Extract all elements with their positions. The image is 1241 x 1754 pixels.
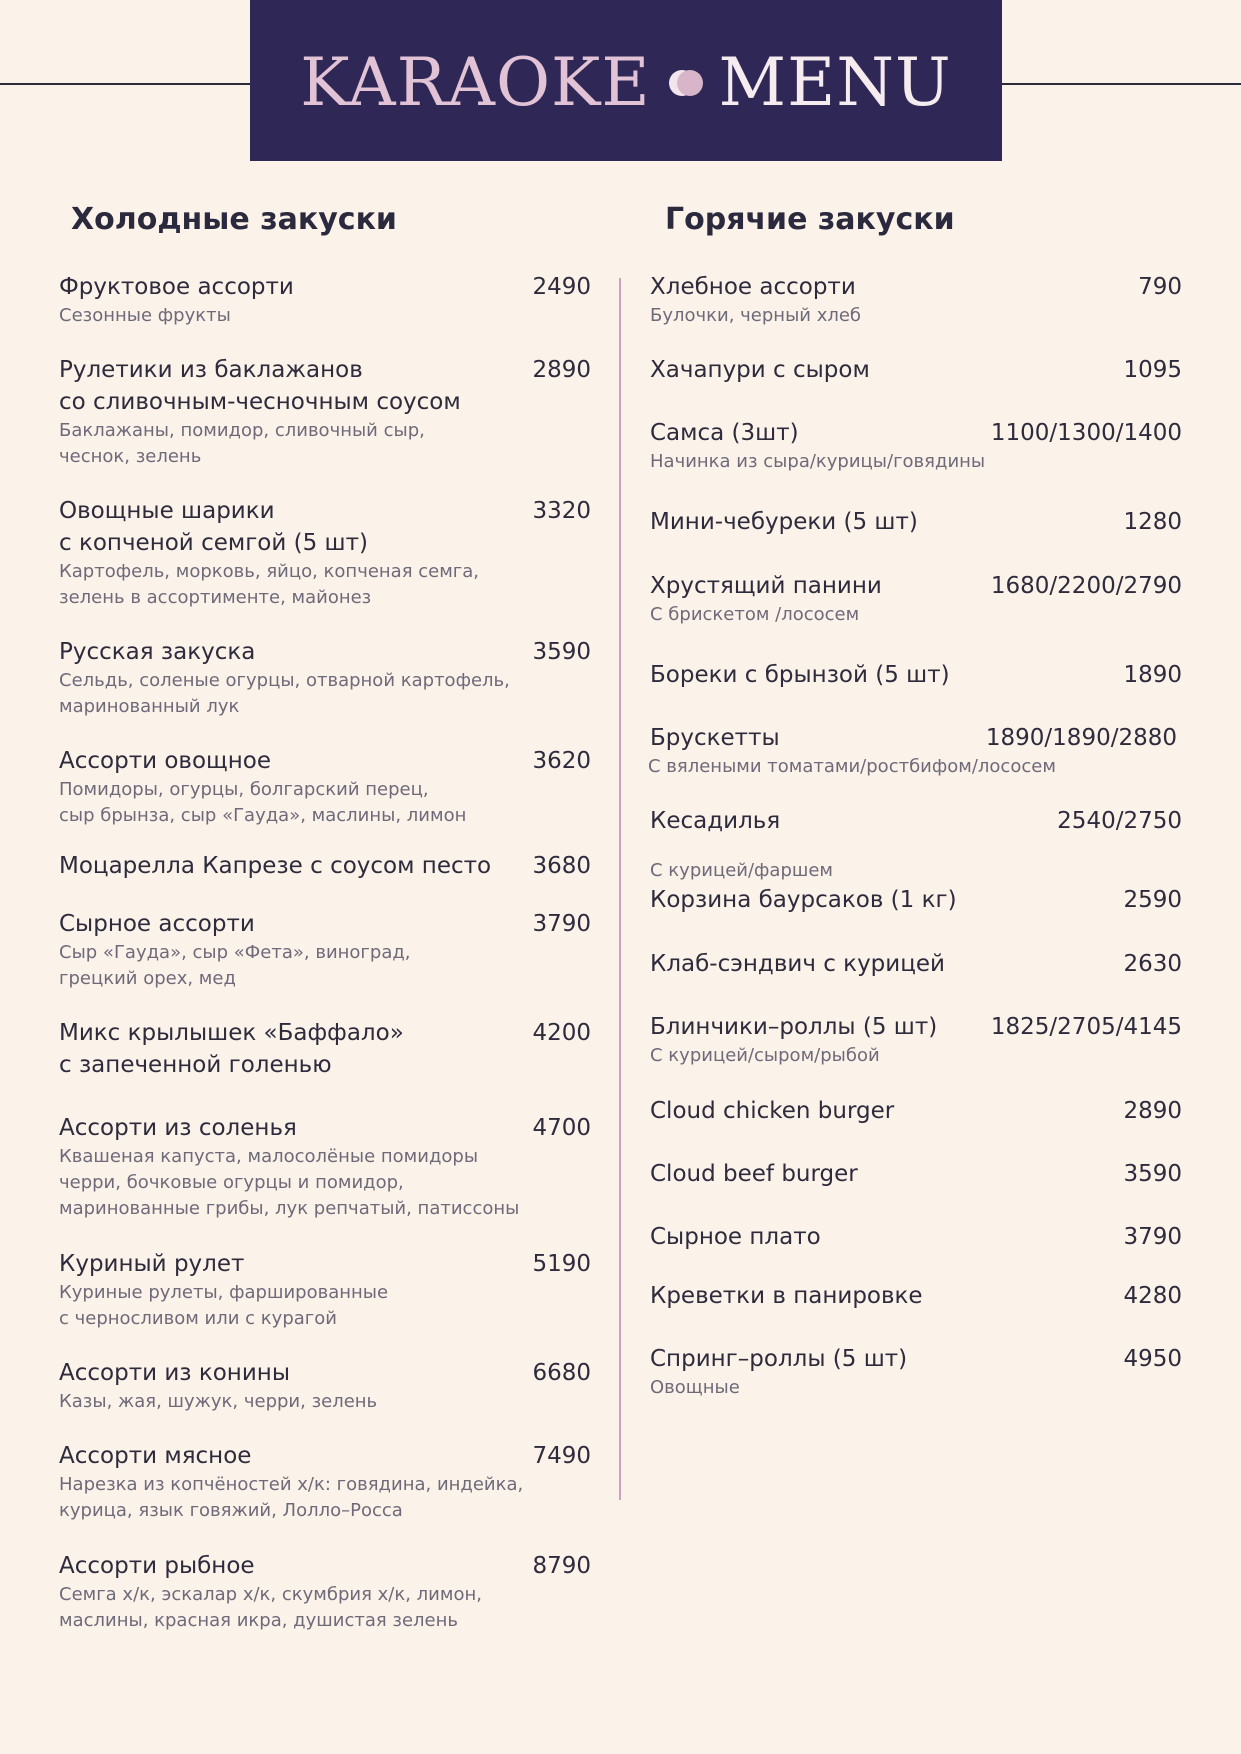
- item-price: 2540/2750: [1057, 808, 1182, 834]
- item-name: Ассорти мясное: [59, 1443, 252, 1469]
- item-description: Сезонные фрукты: [59, 305, 231, 326]
- menu-item: [650, 1343, 1182, 1401]
- item-description: Сельдь, соленые огурцы, отварной картофель,: [59, 670, 510, 691]
- item-description: Куриные рулеты, фаршированные: [59, 1282, 389, 1303]
- item-name-line2: с копченой семгой (5 шт): [59, 530, 368, 556]
- item-name: Брускетты: [650, 725, 780, 751]
- menu-item: [650, 506, 1182, 538]
- item-price: 790: [1138, 274, 1182, 300]
- section-heading: Горячие закуски: [665, 202, 955, 237]
- item-description: Помидоры, огурцы, болгарский перец,: [59, 779, 429, 800]
- menu-item: [650, 271, 1182, 329]
- item-description: Казы, жая, шужук, черри, зелень: [59, 1391, 378, 1412]
- item-price: 3590: [1123, 1161, 1182, 1187]
- item-name: Хлебное ассорти: [650, 274, 856, 300]
- menu-item: [650, 1280, 1182, 1312]
- item-description: Квашеная капуста, малосолёные помидоры: [59, 1146, 479, 1167]
- item-price: 3680: [532, 853, 591, 879]
- item-price: 4280: [1123, 1283, 1182, 1309]
- item-price: 1825/2705/4145: [990, 1014, 1182, 1040]
- item-description-line2: зелень в ассортименте, майонез: [59, 587, 372, 608]
- item-price: 4200: [532, 1020, 591, 1046]
- menu-item: [59, 908, 591, 992]
- item-name: Ассорти из конины: [59, 1360, 290, 1386]
- item-name: Сырное ассорти: [59, 911, 255, 937]
- menu-item: [59, 1357, 591, 1415]
- item-name: Ассорти рыбное: [59, 1553, 255, 1579]
- item-name: Ассорти из соленья: [59, 1115, 297, 1141]
- item-description-line2: с черносливом или с курагой: [59, 1308, 337, 1329]
- item-name: Русская закуска: [59, 639, 256, 665]
- menu-item: [650, 1221, 1182, 1253]
- header-rule-left: [0, 83, 252, 85]
- item-name: Ассорти овощное: [59, 748, 271, 774]
- title-dot-icon: [669, 70, 703, 96]
- header-rule-right: [1000, 83, 1241, 85]
- menu-item: [650, 417, 1182, 475]
- menu-item: [650, 354, 1182, 386]
- item-name: Блинчики–роллы (5 шт): [650, 1014, 938, 1040]
- item-description-line2: черри, бочковые огурцы и помидор,: [59, 1172, 404, 1193]
- item-description: Сыр «Гауда», сыр «Фета», виноград,: [59, 942, 411, 963]
- menu-item: [59, 745, 591, 829]
- item-price: 3790: [532, 911, 591, 937]
- item-description-line2: сыр брынза, сыр «Гауда», маслины, лимон: [59, 805, 467, 826]
- menu-item: [59, 1248, 591, 1332]
- item-name: Cloud beef burger: [650, 1161, 858, 1187]
- menu-item: [650, 1158, 1182, 1190]
- menu-item: [650, 570, 1182, 628]
- item-price: 8790: [532, 1553, 591, 1579]
- item-description: Булочки, черный хлеб: [650, 305, 862, 326]
- item-name: Самса (3шт): [650, 420, 799, 446]
- item-price: 2890: [1123, 1098, 1182, 1124]
- menu-item: [59, 1112, 591, 1222]
- item-price: 1280: [1123, 509, 1182, 535]
- item-description: Баклажаны, помидор, сливочный сыр,: [59, 420, 425, 441]
- item-price: 3590: [532, 639, 591, 665]
- item-name: Овощные шарики: [59, 498, 275, 524]
- item-price: 3790: [1123, 1224, 1182, 1250]
- item-name: Кесадилья: [650, 808, 781, 834]
- item-name: Хачапури с сыром: [650, 357, 870, 383]
- menu-item: [59, 636, 591, 720]
- item-price: 1100/1300/1400: [990, 420, 1182, 446]
- item-name: Бореки с брынзой (5 шт): [650, 662, 950, 688]
- item-description: Картофель, морковь, яйцо, копченая семга,: [59, 561, 480, 582]
- item-price: 2490: [532, 274, 591, 300]
- menu-item: [650, 1011, 1182, 1069]
- item-description-line2: маслины, красная икра, душистая зелень: [59, 1610, 459, 1631]
- item-description: С курицей/сыром/рыбой: [650, 1045, 880, 1066]
- item-price: 1890/1890/2880: [985, 725, 1177, 751]
- item-price: 3620: [532, 748, 591, 774]
- item-description-line2: чеснок, зелень: [59, 446, 202, 467]
- menu-item: [650, 659, 1182, 691]
- item-name: Рулетики из баклажанов: [59, 357, 363, 383]
- item-price: 4950: [1123, 1346, 1182, 1372]
- item-price: 6680: [532, 1360, 591, 1386]
- item-name: Мини-чебуреки (5 шт): [650, 509, 918, 535]
- item-note: С курицей/фаршем: [650, 860, 833, 881]
- page-title: [300, 43, 952, 121]
- item-description: С брискетом /лососем: [650, 604, 860, 625]
- title-word-karaoke: KARAOKE: [300, 43, 651, 121]
- item-name: Cloud chicken burger: [650, 1098, 895, 1124]
- item-name: Куриный рулет: [59, 1251, 245, 1277]
- item-price: 2630: [1123, 951, 1182, 977]
- item-name-line2: со сливочным-чесночным соусом: [59, 389, 461, 415]
- item-name: Спринг–роллы (5 шт): [650, 1346, 908, 1372]
- item-name-line2: с запеченной голенью: [59, 1052, 332, 1078]
- item-description: Нарезка из копчёностей х/к: говядина, индейка,: [59, 1474, 524, 1495]
- title-banner: [250, 0, 1002, 161]
- menu-item: [59, 1440, 591, 1524]
- item-description: Семга х/к, эскалар х/к, скумбрия х/к, лимон,: [59, 1584, 482, 1605]
- item-price: 2590: [1123, 887, 1182, 913]
- menu-item: [650, 1095, 1182, 1127]
- item-price: 1890: [1123, 662, 1182, 688]
- menu-item: [59, 1550, 591, 1634]
- item-description: Овощные: [650, 1377, 740, 1398]
- menu-item: [650, 948, 1182, 980]
- item-name: Хрустящий панини: [650, 573, 882, 599]
- item-name: Клаб-сэндвич с курицей: [650, 951, 945, 977]
- item-description-line2: курица, язык говяжий, Лолло–Росса: [59, 1500, 403, 1521]
- column-divider: [619, 278, 621, 1500]
- menu-item: [650, 722, 1182, 780]
- item-name: Фруктовое ассорти: [59, 274, 294, 300]
- item-name: Сырное плато: [650, 1224, 821, 1250]
- menu-item: [650, 858, 1182, 916]
- item-name: Креветки в панировке: [650, 1283, 923, 1309]
- menu-item: [59, 271, 591, 329]
- menu-item: [650, 805, 1182, 837]
- menu-item: [59, 1017, 591, 1081]
- section-heading: Холодные закуски: [71, 202, 397, 237]
- item-price: 7490: [532, 1443, 591, 1469]
- item-description-line3: маринованные грибы, лук репчатый, патиссоны: [59, 1198, 520, 1219]
- item-name: Моцарелла Капрезе с соусом песто: [59, 853, 492, 879]
- item-description: С вялеными томатами/ростбифом/лососем: [648, 756, 1056, 777]
- item-price: 1095: [1123, 357, 1182, 383]
- menu-item: [59, 495, 591, 611]
- item-price: 4700: [532, 1115, 591, 1141]
- item-price: 1680/2200/2790: [990, 573, 1182, 599]
- menu-item: [59, 354, 591, 470]
- item-description: Начинка из сыра/курицы/говядины: [650, 451, 986, 472]
- item-description-line2: маринованный лук: [59, 696, 240, 717]
- item-name: Микс крылышек «Баффало»: [59, 1020, 404, 1046]
- item-description-line2: грецкий орех, мед: [59, 968, 236, 989]
- item-price: 2890: [532, 357, 591, 383]
- item-price: 5190: [532, 1251, 591, 1277]
- item-name: Корзина баурсаков (1 кг): [650, 887, 957, 913]
- title-word-menu: MENU: [718, 43, 952, 121]
- menu-item: [59, 850, 591, 882]
- item-price: 3320: [532, 498, 591, 524]
